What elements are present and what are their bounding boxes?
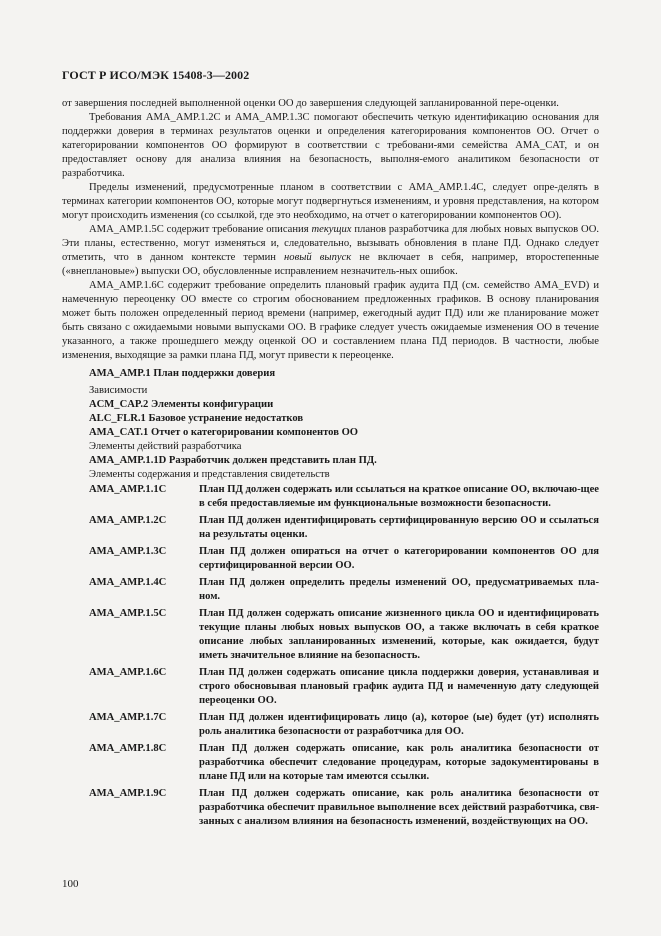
element-text: План ПД должен определить пределы изменений ОО, предусматриваемых пла-ном. [199,577,599,602]
italic-term: новый выпуск [284,252,352,263]
paragraph-text: не включает в себя, например, второстепенные («внеплановые») выпуски ОО, обусловленные исправлением незначитель-ных ошибок. [62,252,600,277]
paragraph-text: планов разработчика для любых новых выпусков ОО. Эти планы, естественно, могут изменяться и, следовательно, вызывать обновления в плане ПД. Однако следует отметить, что в данном контексте термин [62,224,599,263]
element-text: План ПД должен содержать или ссылаться на краткое описание ОО, включаю-щее в себя предоставляемые им функциональные возможности безопасности. [199,484,599,509]
developer-elements-label: Элементы действий разработчика [89,441,242,452]
element-id: AMA_AMP.1.8C [89,743,167,754]
paragraph-text: AMA_AMP.1.5C содержит требование описания [89,224,312,235]
element-text: План ПД должен содержать описание, как роль аналитика безопасности от разработчика обеспечит правильное выполнение всех действий разработчика, свя-занных с анализом влияния на безопасность изменений, воздействующих на ОО. [199,788,599,827]
dependencies-label: Зависимости [89,385,148,396]
element-id: AMA_AMP.1.6C [89,667,167,678]
element-text: План ПД должен содержать описание жизненного цикла ОО и идентифицировать текущие планы любых новых выпусков ОО, а также включать в себя краткое описание любых запланированных изменений, которые, как ожидается, будут иметь значительное влияние на безопасность. [199,608,599,661]
body-paragraph [62,111,599,181]
requirement-title: AMA_AMP.1 План поддержки доверия [89,368,276,379]
element-id: AMA_AMP.1.7C [89,712,167,723]
element-id: AMA_AMP.1.4C [89,577,167,588]
developer-element: AMA_AMP.1.1D Разработчик должен представить план ПД. [89,455,377,466]
content-element [89,545,599,573]
content-element [89,742,599,784]
content-element [89,711,599,739]
element-id: AMA_AMP.1.5C [89,608,167,619]
content-element [89,666,599,708]
element-text: План ПД должен содержать описание цикла поддержки доверия, устанавливая и строго обосновывая плановый график аудита ПД и намеченную дату следующей переоценки ОО. [199,667,599,706]
paragraph-text: AMA_AMP.1.6C содержит требование определить плановый график аудита ПД (см. семейство AMA_EVD) и намеченную переоценку ОО вместе со строгим обоснованием предложенных графиков. В основу планирования может быть положен определенный период времени (например, ежегодный аудит ПД) или же планирование может быть связано с ожидаемыми новыми выпусками ОО. В графике следует учесть ожидаемые изменения ОО в течение указанного, а также прошедшего между оценкой ОО и составлением плана ПД периодов. В частности, любые изменения, выходящие за рамки плана ПД, могут привести к переоценке. [62,280,599,361]
body-paragraph [62,97,599,111]
content-element [89,607,599,663]
body-paragraph [62,279,599,363]
page-number: 100 [62,878,79,890]
document-body [62,97,599,832]
body-paragraph [62,181,599,223]
paragraph-text: Требования AMA_AMP.1.2C и AMA_AMP.1.3C помогают обеспечить четкую идентификацию основания для поддержки доверия в терминах результатов оценки и определения категорирования компонентов ОО. Отчет о категорировании компонентов ОО формируют в соответствии с требовани-ями семейства AMA_CAT, и он предоставляет основу для анализа влияния на безопасность, выполня-емого аналитиком безопасности от разработчика. [62,112,599,179]
content-element [89,514,599,542]
element-text: План ПД должен содержать описание, как роль аналитика безопасности от разработчика обеспечит следование процедурам, которые задокументированы в плане ПД или на которые там имеются ссылки. [199,743,599,782]
content-elements-label: Элементы содержания и представления свидетельств [89,469,330,480]
element-id: AMA_AMP.1.9C [89,788,167,799]
element-id: AMA_AMP.1.2C [89,515,167,526]
element-text: План ПД должен идентифицировать лицо (а), которое (ые) будет (ут) исполнять роль аналитика безопасности от разработчика для ОО. [199,712,599,737]
paragraphs [62,97,599,363]
content-element [89,576,599,604]
paragraph-text: Пределы изменений, предусмотренные планом в соответствии с AMA_AMP.1.4C, следует опре-делять в терминах категории компонентов ОО, которые могут подвергнуться изменениям, и уровня представления, на котором могут происходить изменения (со ссылкой, где это необходимо, на отчет о категорировании компонентов ОО). [62,182,599,221]
element-text: План ПД должен опираться на отчет о категорировании компонентов ОО для сертифицированной версии ОО. [199,546,599,571]
italic-term: текущих [311,224,352,235]
content-element [89,787,599,829]
dependency-item: AMA_CAT.1 Отчет о категорировании компонентов ОО [89,427,359,438]
requirement-block [62,367,599,829]
content-elements [89,483,599,829]
dependency-item: ALC_FLR.1 Базовое устранение недостатков [89,413,304,424]
element-text: План ПД должен идентифицировать сертифицированную версию ОО и ссылаться на результаты оценки. [199,515,599,540]
paragraph-text: от завершения последней выполненной оценки ОО до завершения следующей запланированной пере-оценки. [62,98,559,109]
content-element [89,483,599,511]
dependency-item: ACM_CAP.2 Элементы конфигурации [89,399,274,410]
element-id: AMA_AMP.1.3C [89,546,167,557]
page-header: ГОСТ Р ИСО/МЭК 15408-3—2002 [62,68,250,82]
body-paragraph [62,223,599,279]
element-id: AMA_AMP.1.1C [89,484,167,495]
